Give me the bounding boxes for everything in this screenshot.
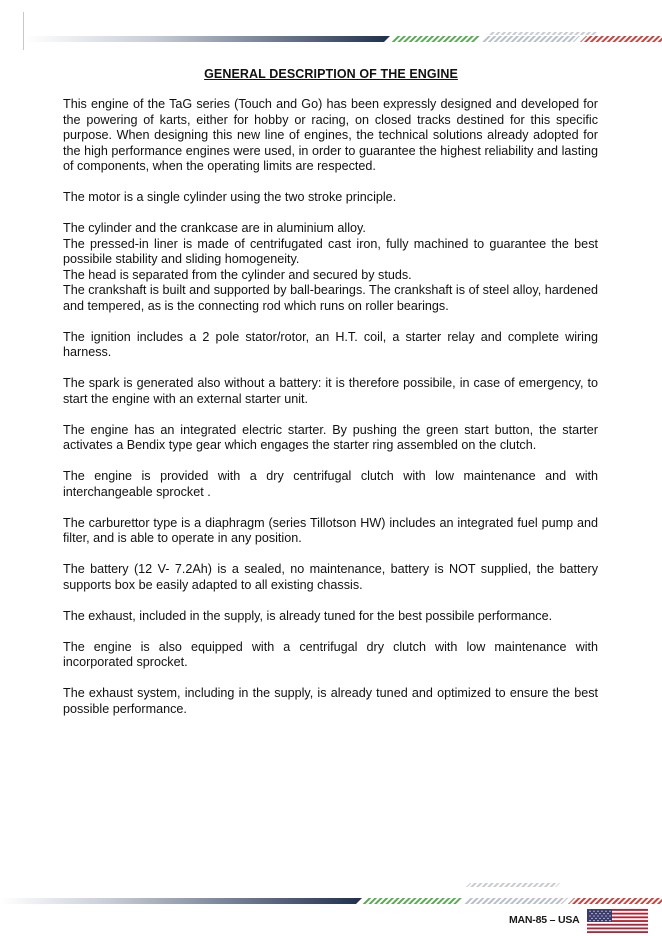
document-id: MAN-85 – USA [509, 914, 580, 926]
header-margin-line [23, 12, 24, 50]
paragraph-ignition: The ignition includes a 2 pole stator/rotor, an H.T. coil, a starter relay and complete wiring harness. [63, 329, 598, 359]
paragraph-spark: The spark is generated also without a battery: it is therefore possibile, in case of emergency, to start the engine with an external starter unit. [63, 376, 598, 406]
paragraph-dry-clutch: The engine is also equipped with a centrifugal dry clutch with low maintenance with incorporated sprocket. [63, 639, 598, 669]
paragraph-two-stroke: The motor is a single cylinder using the two stroke principle. [63, 190, 397, 204]
paragraph-exhaust-system: The exhaust system, including in the supply, is already tuned and optimized to ensure the best possible performance. [63, 686, 598, 716]
footer-decoration-stripes [0, 882, 662, 908]
paragraph-liner: The pressed-in liner is made of centrifugated cast iron, fully machined to guarantee the best possibile stability and sliding homogeneity. [63, 236, 598, 266]
paragraph-intro: This engine of the TaG series (Touch and Go) has been expressly designed and developed for the powering of karts, either for hobby or racing, on closed tracks destined for this specific purpose. When designing this new line of engines, the technical solutions already adopted for the high performance engines were used, in order to guarantee the highest reliability and lasting of components, when the operating limits are respected. [63, 97, 598, 173]
paragraph-exhaust: The exhaust, included in the supply, is already tuned for the best possibile performance. [63, 608, 553, 623]
paragraph-carburettor: The carburettor type is a diaphragm (series Tillotson HW) includes an integrated fuel pump and filter, and is able to operate in any position. [63, 515, 598, 545]
paragraph-head: The head is separated from the cylinder and secured by studs. [63, 267, 412, 282]
paragraph-battery: The battery (12 V- 7.2Ah) is a sealed, no maintenance, battery is NOT supplied, the battery supports box be easily adapted to all existing chassis. [63, 562, 598, 592]
page-title: GENERAL DESCRIPTION OF THE ENGINE [204, 67, 458, 81]
paragraph-starter: The engine has an integrated electric starter. By pushing the green start button, the starter activates a Bendix type gear which engages the starter ring assembled on the clutch. [63, 422, 598, 452]
paragraph-cylinder: The cylinder and the crankcase are in aluminium alloy. [63, 221, 366, 235]
paragraph-crankshaft: The crankshaft is built and supported by ball-bearings. The crankshaft is of steel alloy, hardened and tempered, as is the connecting rod which runs on roller bearings. [63, 283, 598, 313]
header-decoration-stripes [0, 32, 662, 44]
usa-flag-icon [587, 909, 648, 933]
paragraph-clutch: The engine is provided with a dry centrifugal clutch with low maintenance and with interchangeable sprocket . [63, 469, 598, 499]
document-body [63, 97, 598, 733]
